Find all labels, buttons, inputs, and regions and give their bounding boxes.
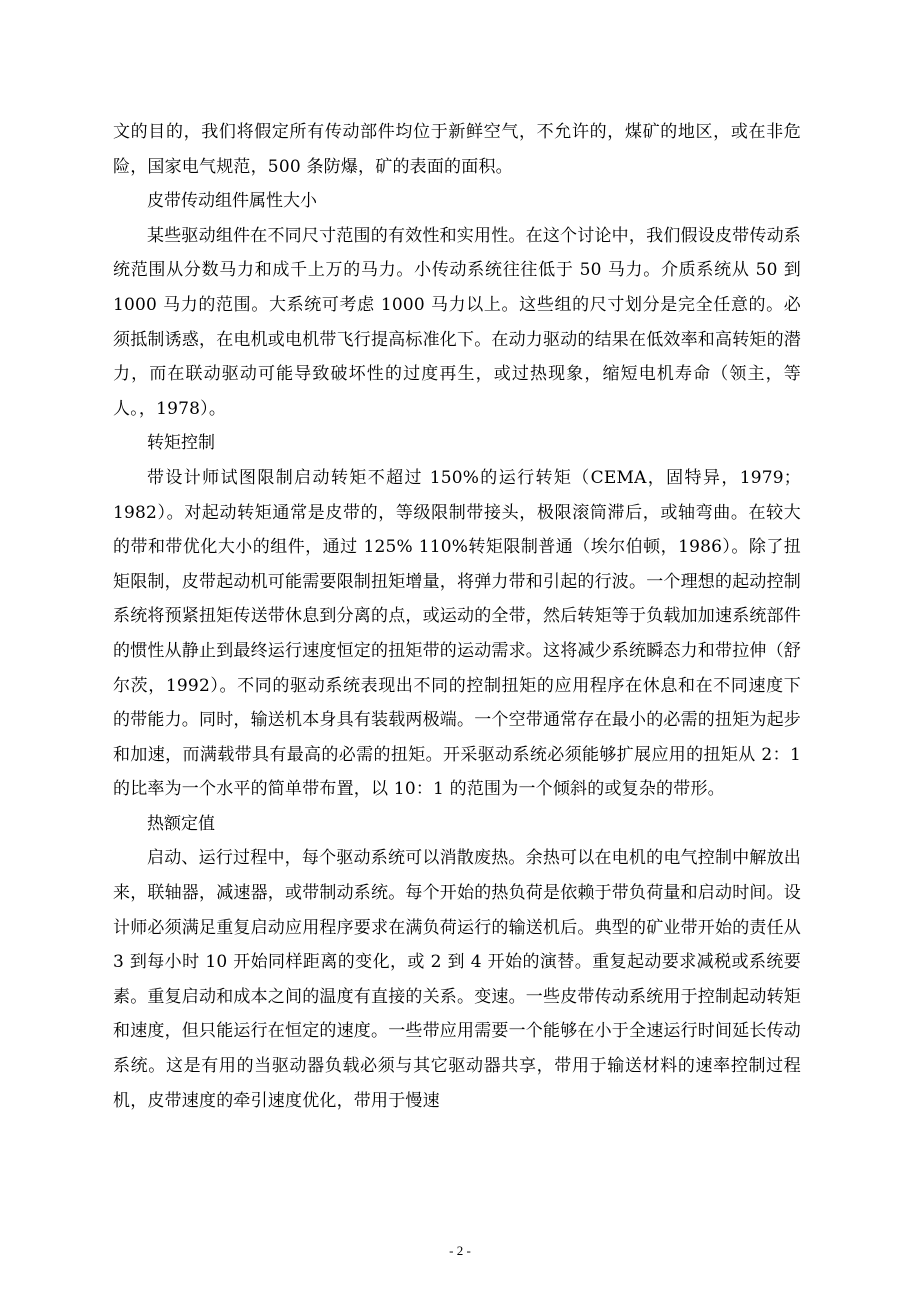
section-heading-thermal-rating: 热额定值 [147, 813, 215, 834]
document-body [113, 115, 801, 1118]
paragraph-thermal-rating: 启动、运行过程中，每个驱动系统可以消散废热。余热可以在电机的电气控制中解放出来，联轴器，减速器，或带制动系统。每个开始的热负荷是依赖于带负荷量和启动时间。设计师必须满足重复启动应用程序要求在满负荷运行的输送机后。典型的矿业带开始的责任从 3 到每小时 10 开始同样距离的变化，或 2 到 4 开始的演替。重复起动要求减税或系统要素。重复启动和成本之间的温度有直接的关系。变速。一些皮带传动系统用于控制起动转矩和速度，但只能运行在恒定的速度。一些带应用需要一个能够在小于全速运行时间延长传动系统。这是有用的当驱动器负载必须与其它驱动器共享，带用于输送材料的速率控制过程机，皮带速度的牵引速度优化，带用于慢速 [113, 848, 801, 1111]
paragraph-continued: 文的目的，我们将假定所有传动部件均位于新鲜空气，不允许的，煤矿的地区，或在非危险，国家电气规范，500 条防爆，矿的表面的面积。 [113, 122, 801, 177]
section-heading-torque-control: 转矩控制 [147, 433, 215, 454]
paragraph-torque-control: 带设计师试图限制启动转矩不超过 150%的运行转矩（CEMA，固特异，1979；1982）。对起动转矩通常是皮带的，等级限制带接头，极限滚筒滞后，或轴弯曲。在较大的带和带优化大小的组件，通过 125% 110%转矩限制普通（埃尔伯顿，1986）。除了扭矩限制，皮带起动机可能需要限制扭矩增量，将弹力带和引起的行波。一个理想的起动控制系统将预紧扭矩传送带休息到分离的点，或运动的全带，然后转矩等于负载加加速系统部件的惯性从静止到最终运行速度恒定的扭矩带的运动需求。这将减少系统瞬态力和带拉伸（舒尔茨，1992）。不同的驱动系统表现出不同的控制扭矩的应用程序在休息和在不同速度下的带能力。同时，输送机本身具有装载两极端。一个空带通常存在最小的必需的扭矩为起步和加速，而满载带具有最高的必需的扭矩。开采驱动系统必须能够扩展应用的扭矩从 2：1 的比率为一个水平的简单带布置，以 10：1 的范围为一个倾斜的或复杂的带形。 [113, 467, 801, 800]
paragraph-size-ranges: 某些驱动组件在不同尺寸范围的有效性和实用性。在这个讨论中，我们假设皮带传动系统范围从分数马力和成千上万的马力。小传动系统往往低于 50 马力。介质系统从 50 到 1000 马力的范围。大系统可考虑 1000 马力以上。这些组的尺寸划分是完全任意的。必须抵制诱惑，在电机或电机带飞行提高标准化下。在动力驱动的结果在低效率和高转矩的潜力，而在联动驱动可能导致破坏性的过度再生，或过热现象，缩短电机寿命（领主，等人。，1978）。 [113, 225, 801, 419]
page-number: - 2 - [449, 1243, 471, 1258]
section-heading-belt-drive-size: 皮带传动组件属性大小 [147, 191, 317, 212]
